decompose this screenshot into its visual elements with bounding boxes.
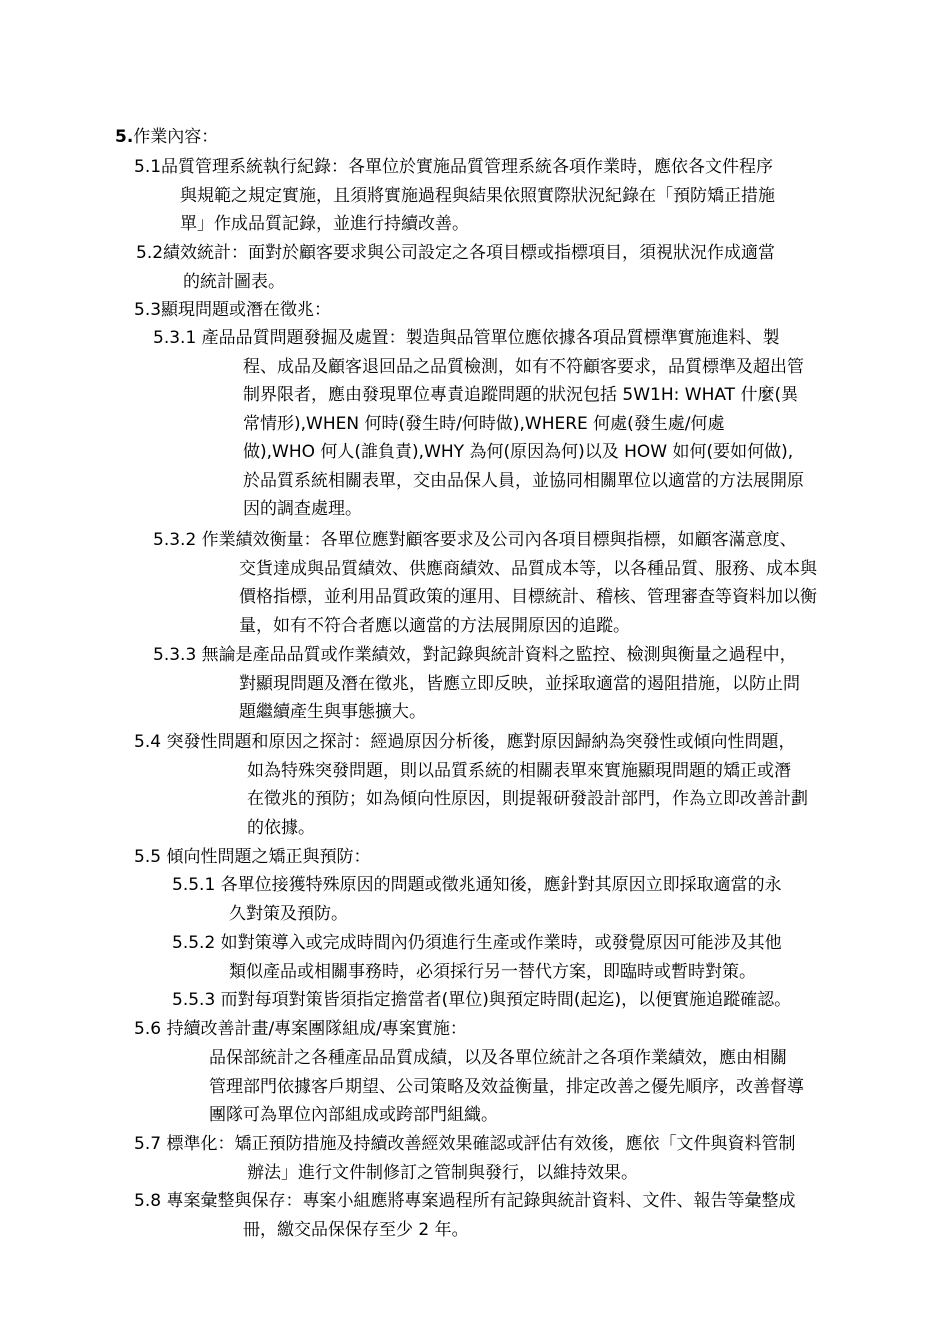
clause-5-6-body	[209, 1044, 804, 1130]
clause-line: 因的調查處理。	[243, 499, 362, 519]
clause-line: 與規範之規定實施，且須將實施過程與結果依照實際狀況紀錄在「預防矯正措施	[180, 185, 775, 206]
clause-line: 5.5.3 而對每項對策皆須指定擔當者(單位)與預定時間(起迄)，以便實施追蹤確認。	[172, 990, 792, 1010]
clause-5-2	[136, 239, 775, 296]
clause-line: 5.6 持續改善計畫/專案團隊組成/專案實施：	[134, 1019, 467, 1039]
clause-5-3-2	[153, 526, 817, 640]
clause-5-5	[134, 843, 370, 872]
clause-line: 辦法」進行文件制修訂之管制與發行，以維持效果。	[247, 1162, 638, 1183]
clause-line: 5.3.3 無論是產品品質或作業績效，對記錄與統計資料之監控、檢測與衡量之過程中，	[153, 645, 797, 665]
clause-line: 5.5 傾向性問題之矯正與預防：	[134, 847, 371, 867]
clause-line: 冊，繳交品保保存至少 2 年。	[243, 1219, 469, 1240]
clause-line: 5.7 標準化：矯正預防措施及持續改善經效果確認或評估有效後，應依「文件與資料管制	[134, 1134, 796, 1154]
clause-line: 5.4 突發性問題和原因之探討：經過原因分析後，應對原因歸納為突發性或傾向性問題，	[134, 732, 796, 752]
clause-line: 5.1品質管理系統執行紀錄：各單位於實施品質管理系統各項作業時，應依各文件程序	[134, 157, 774, 177]
clause-line: 題繼續產生與事態擴大。	[239, 702, 426, 722]
clause-line: 程、成品及顧客退回品之品質檢測，如有不符顧客要求，品質標準及超出管	[243, 356, 804, 377]
clause-line: 價格指標，並利用品質政策的運用、目標統計、稽核、管理審查等資料加以衡	[239, 587, 817, 607]
section-title: 作業內容：	[133, 127, 219, 147]
clause-line: 的依據。	[247, 817, 315, 838]
clause-line: 久對策及預防。	[229, 903, 348, 924]
clause-5-5-3	[172, 986, 791, 1015]
clause-5-3-1	[153, 324, 804, 524]
clause-line: 量，如有不符合者應以適當的方法展開原因的追蹤。	[239, 615, 630, 636]
clause-line: 5.5.2 如對策導入或完成時間內仍須進行生產或作業時，或發覺原因可能涉及其他	[172, 933, 782, 953]
clause-line: 於品質系統相關表單，交由品保人員，並協同相關單位以適當的方法展開原	[243, 470, 804, 491]
clause-line: 常情形),WHEN 何時(發生時/何時做),WHERE 何處(發生處/何處	[243, 413, 725, 434]
clause-5-4	[134, 728, 808, 842]
clause-line: 5.3.2 作業績效衡量：各單位應對顧客要求及公司內各項目標與指標，如顧客滿意度、	[153, 530, 797, 550]
clause-5-7	[134, 1130, 795, 1187]
clause-line: 5.3.1 產品品質問題發掘及處置：製造與品管單位應依據各項品質標準實施進料、製	[153, 328, 780, 348]
clause-line: 5.8 專案彙整與保存：專案小組應將專案過程所有記錄與統計資料、文件、報告等彙整成	[134, 1191, 796, 1211]
section-number: 5.	[115, 127, 134, 147]
clause-5-5-2	[172, 929, 782, 986]
clause-line: 單」作成品質記錄，並進行持續改善。	[180, 214, 469, 234]
clause-line: 5.2績效統計：面對於顧客要求與公司設定之各項目標或指標項目，須視狀況作成適當	[136, 243, 776, 263]
clause-5-8	[134, 1187, 795, 1244]
clause-line: 品保部統計之各種產品品質成績，以及各單位統計之各項作業績效，應由相關	[209, 1048, 787, 1068]
clause-line: 的統計圖表。	[183, 271, 285, 292]
clause-line: 做),WHO 何人(誰負責),WHY 為何(原因為何)以及 HOW 如何(要如何做),	[243, 442, 794, 462]
clause-5-3	[134, 296, 331, 325]
clause-5-3-3	[153, 641, 800, 727]
clause-line: 交貨達成與品質績效、供應商績效、品質成本等，以各種品質、服務、成本與	[239, 558, 817, 579]
clause-line: 5.3顯現問題或潛在徵兆：	[134, 300, 332, 320]
clause-line: 如為特殊突發問題，則以品質系統的相關表單來實施顯現問題的矯正或潛	[247, 760, 791, 781]
clause-line: 管理部門依據客戶期望、公司策略及效益衡量，排定改善之優先順序，改善督導	[209, 1076, 804, 1097]
clause-line: 5.5.1 各單位接獲特殊原因的問題或徵兆通知後，應針對其原因立即採取適當的永	[172, 875, 782, 895]
clause-5-6	[134, 1015, 467, 1044]
section-heading	[115, 123, 218, 152]
clause-line: 在徵兆的預防；如為傾向性原因，則提報研發設計部門，作為立即改善計劃	[247, 789, 808, 809]
clause-5-1	[134, 153, 775, 239]
clause-line: 類似產品或相關事務時，必須採行另一替代方案，即臨時或暫時對策。	[229, 961, 756, 982]
clause-5-5-1	[172, 871, 782, 928]
clause-line: 對顯現問題及潛在徵兆，皆應立即反映，並採取適當的遏阻措施，以防止問	[239, 673, 800, 694]
clause-line: 團隊可為單位內部組成或跨部門組織。	[209, 1105, 498, 1125]
clause-line: 制界限者，應由發現單位專責追蹤問題的狀況包括 5W1H: WHAT 什麼(異	[243, 385, 799, 405]
